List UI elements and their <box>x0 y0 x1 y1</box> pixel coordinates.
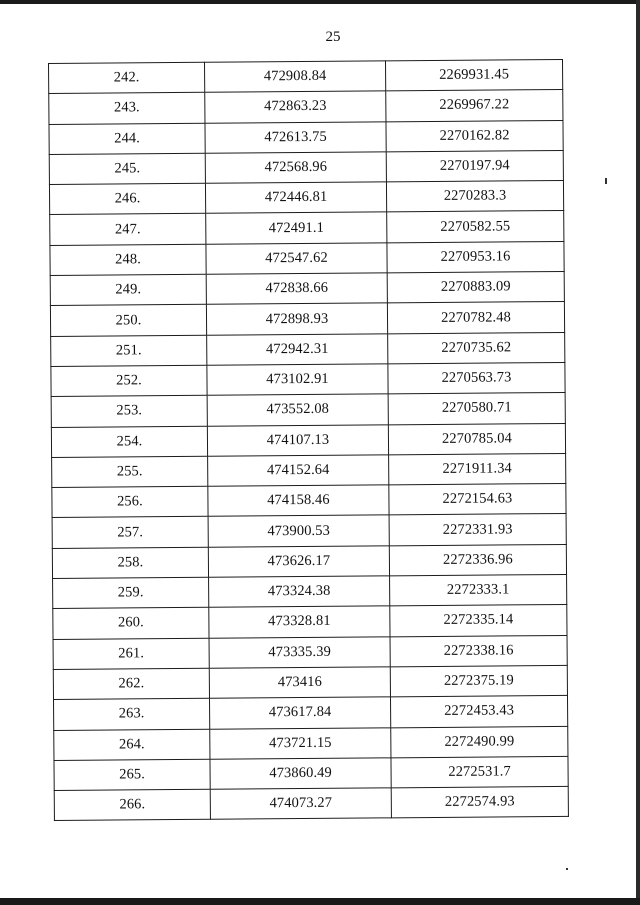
y-coordinate-cell: 2270162.82 <box>386 120 563 152</box>
y-coordinate-cell: 2272490.99 <box>391 726 568 758</box>
y-coordinate-cell: 2272531.7 <box>391 756 568 788</box>
y-coordinate-cell: 2272336.96 <box>389 544 566 576</box>
table-row <box>52 484 566 518</box>
table-row <box>50 241 564 275</box>
table-row <box>49 150 563 184</box>
y-coordinate-cell: 2270580.71 <box>388 393 565 425</box>
coordinates-table-body <box>49 59 569 820</box>
row-number-cell: 250. <box>50 305 206 337</box>
x-coordinate-cell: 472838.66 <box>206 273 387 305</box>
page-number: 25 <box>325 29 341 45</box>
row-number-cell: 262. <box>53 668 209 700</box>
row-number-cell: 246. <box>49 183 205 215</box>
y-coordinate-cell: 2270582.55 <box>387 211 564 243</box>
row-number-cell: 248. <box>50 244 206 276</box>
table-row <box>49 181 563 215</box>
scan-edge-right <box>636 0 640 905</box>
table-row <box>54 726 568 760</box>
x-coordinate-cell: 472446.81 <box>205 182 386 214</box>
row-number-cell: 242. <box>49 62 205 94</box>
table-row <box>50 272 564 306</box>
row-number-cell: 256. <box>52 486 208 518</box>
coordinates-table <box>48 59 569 821</box>
y-coordinate-cell: 2269931.45 <box>385 59 562 91</box>
table-row <box>52 544 566 578</box>
y-coordinate-cell: 2272331.93 <box>389 514 566 546</box>
table-row <box>51 332 565 366</box>
table-row <box>50 302 564 336</box>
y-coordinate-cell: 2270953.16 <box>387 241 564 273</box>
row-number-cell: 247. <box>50 214 206 246</box>
x-coordinate-cell: 472942.31 <box>207 334 388 366</box>
y-coordinate-cell: 2270735.62 <box>388 332 565 364</box>
row-number-cell: 265. <box>54 759 210 791</box>
scan-edge-bottom <box>0 898 640 905</box>
table-row <box>49 59 563 93</box>
x-coordinate-cell: 473900.53 <box>208 515 389 547</box>
row-number-cell: 260. <box>53 608 209 640</box>
y-coordinate-cell: 2270883.09 <box>387 272 564 304</box>
row-number-cell: 257. <box>52 517 208 549</box>
y-coordinate-cell: 2272375.19 <box>390 665 567 697</box>
x-coordinate-cell: 472491.1 <box>206 212 387 244</box>
row-number-cell: 261. <box>53 638 209 670</box>
x-coordinate-cell: 473617.84 <box>209 697 390 729</box>
x-coordinate-cell: 473102.91 <box>207 364 388 396</box>
y-coordinate-cell: 2270563.73 <box>388 362 565 394</box>
row-number-cell: 254. <box>51 426 207 458</box>
x-coordinate-cell: 473335.39 <box>209 636 390 668</box>
y-coordinate-cell: 2272154.63 <box>389 484 566 516</box>
y-coordinate-cell: 2270283.3 <box>386 181 563 213</box>
y-coordinate-cell: 2271911.34 <box>389 453 566 485</box>
row-number-cell: 244. <box>49 123 205 155</box>
table-row <box>51 393 565 427</box>
scan-speck <box>605 178 607 184</box>
x-coordinate-cell: 472613.75 <box>205 121 386 153</box>
y-coordinate-cell: 2272453.43 <box>390 696 567 728</box>
y-coordinate-cell: 2270785.04 <box>388 423 565 455</box>
table-row <box>51 423 565 457</box>
table-row <box>52 453 566 487</box>
row-number-cell: 258. <box>52 547 208 579</box>
x-coordinate-cell: 472898.93 <box>206 303 387 335</box>
table-row <box>50 211 564 245</box>
table-row <box>54 756 568 790</box>
x-coordinate-cell: 473552.08 <box>207 394 388 426</box>
x-coordinate-cell: 473860.49 <box>210 758 391 790</box>
y-coordinate-cell: 2270197.94 <box>386 150 563 182</box>
table-row <box>52 514 566 548</box>
table-row <box>51 362 565 396</box>
table-row <box>54 696 568 730</box>
x-coordinate-cell: 474158.46 <box>208 485 389 517</box>
table-row <box>49 120 563 154</box>
row-number-cell: 252. <box>51 365 207 397</box>
table-row <box>53 665 567 699</box>
x-coordinate-cell: 473324.38 <box>209 576 390 608</box>
row-number-cell: 263. <box>54 698 210 730</box>
row-number-cell: 243. <box>49 93 205 125</box>
row-number-cell: 249. <box>50 274 206 306</box>
x-coordinate-cell: 472568.96 <box>205 152 386 184</box>
y-coordinate-cell: 2272574.93 <box>391 787 568 819</box>
coordinates-table-container <box>48 59 568 821</box>
row-number-cell: 251. <box>51 335 207 367</box>
y-coordinate-cell: 2272338.16 <box>390 635 567 667</box>
row-number-cell: 264. <box>54 729 210 761</box>
table-row <box>53 605 567 639</box>
x-coordinate-cell: 472863.23 <box>205 91 386 123</box>
x-coordinate-cell: 473328.81 <box>209 606 390 638</box>
row-number-cell: 266. <box>54 789 210 821</box>
x-coordinate-cell: 474107.13 <box>207 424 388 456</box>
table-row <box>53 574 567 608</box>
x-coordinate-cell: 472908.84 <box>204 61 385 93</box>
y-coordinate-cell: 2270782.48 <box>387 302 564 334</box>
x-coordinate-cell: 473626.17 <box>208 546 389 578</box>
table-row <box>54 787 568 821</box>
scan-speck <box>566 868 568 870</box>
table-row <box>49 90 563 124</box>
y-coordinate-cell: 2272335.14 <box>390 605 567 637</box>
x-coordinate-cell: 473416 <box>209 667 390 699</box>
x-coordinate-cell: 474152.64 <box>208 455 389 487</box>
row-number-cell: 259. <box>53 577 209 609</box>
table-row <box>53 635 567 669</box>
x-coordinate-cell: 473721.15 <box>210 727 391 759</box>
row-number-cell: 245. <box>49 153 205 185</box>
x-coordinate-cell: 474073.27 <box>210 788 391 820</box>
row-number-cell: 255. <box>52 456 208 488</box>
row-number-cell: 253. <box>51 396 207 428</box>
y-coordinate-cell: 2269967.22 <box>386 90 563 122</box>
scan-edge-top <box>0 0 640 4</box>
y-coordinate-cell: 2272333.1 <box>390 574 567 606</box>
x-coordinate-cell: 472547.62 <box>206 243 387 275</box>
